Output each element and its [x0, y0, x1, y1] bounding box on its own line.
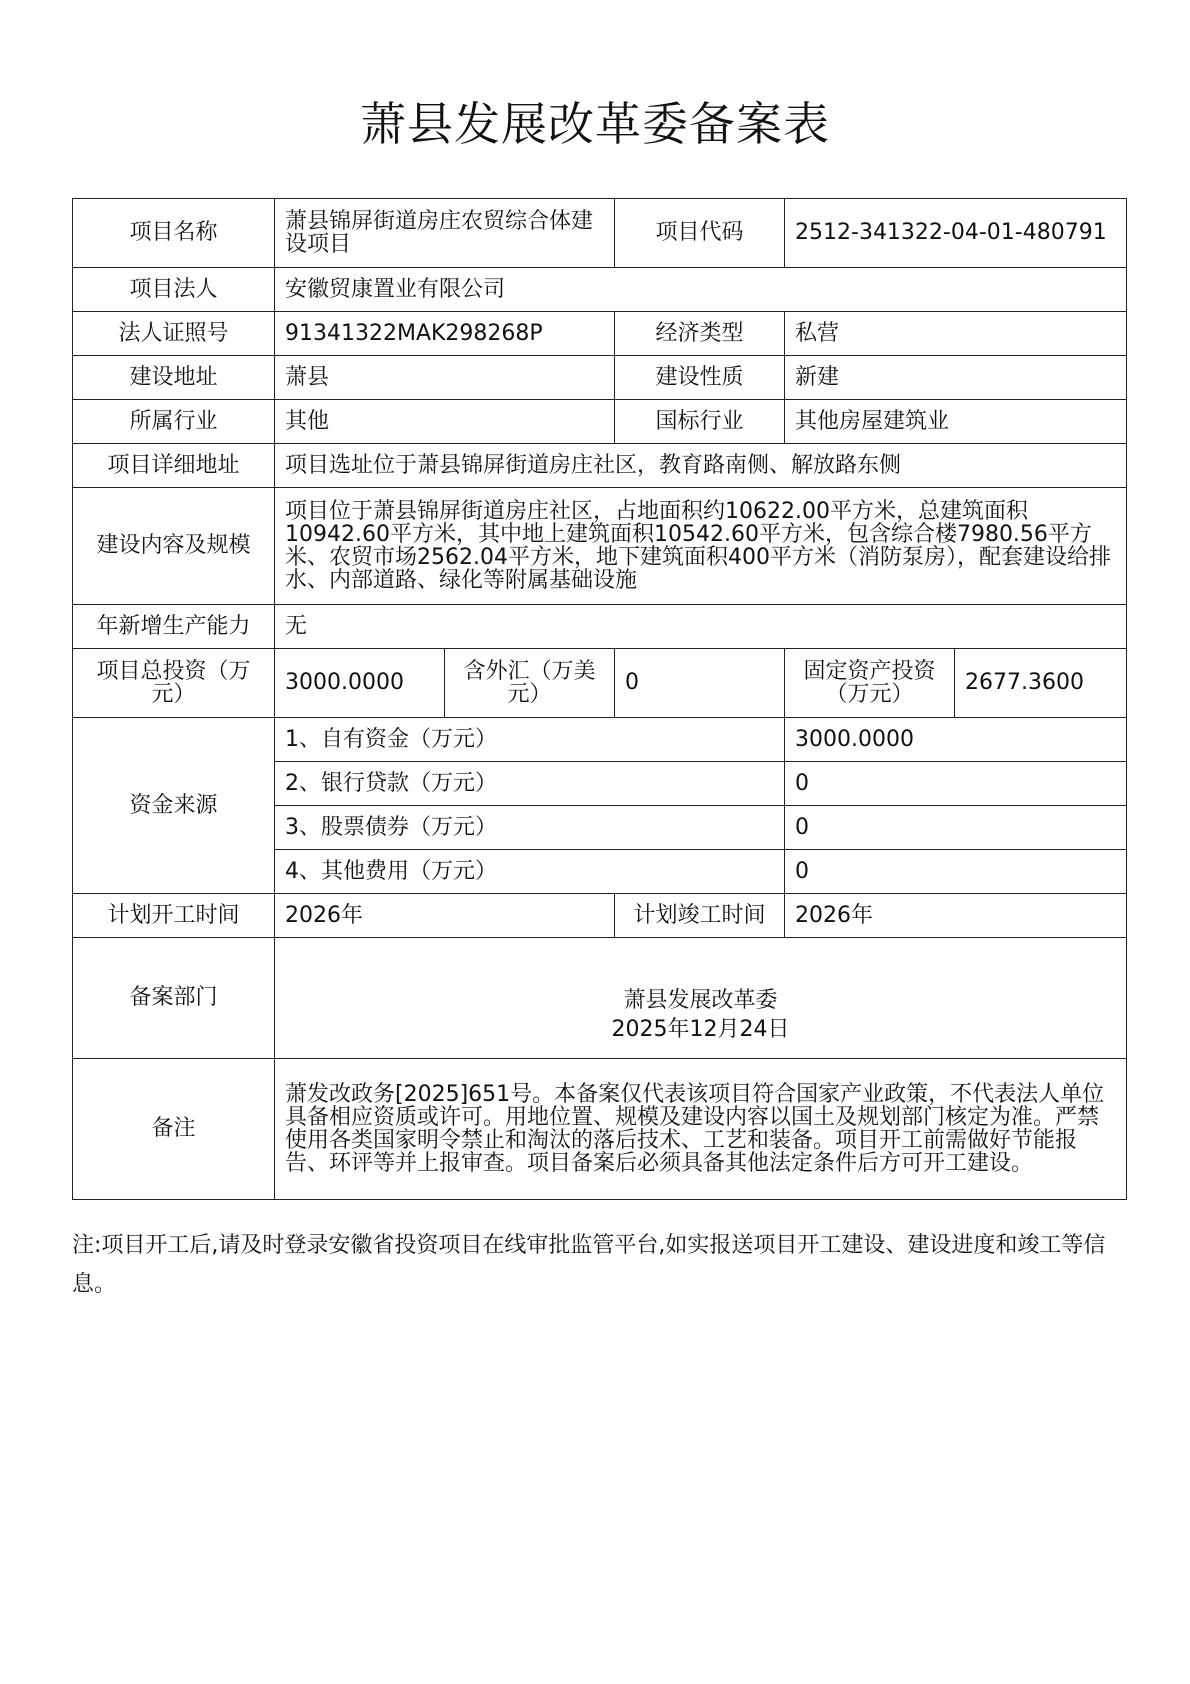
row-annual-capacity — [73, 605, 1127, 649]
funding-item-label: 4、其他费用（万元） — [275, 850, 785, 894]
funding-item-label: 1、自有资金（万元） — [275, 718, 785, 762]
value-filing-department — [275, 938, 1127, 1059]
label-foreign-exchange: 含外汇（万美元） — [445, 649, 615, 718]
filing-form-table — [72, 198, 1127, 1200]
label-remarks: 备注 — [73, 1059, 275, 1200]
value-location: 萧县 — [275, 356, 615, 400]
label-detail-address: 项目详细地址 — [73, 444, 275, 488]
page-title: 萧县发展改革委备案表 — [360, 97, 830, 151]
label-content-scale: 建设内容及规模 — [73, 488, 275, 605]
value-content-scale: 项目位于萧县锦屏街道房庄社区，占地面积约10622.00平方米，总建筑面积10942.60平方米，其中地上建筑面积10542.60平方米，包含综合楼7980.56平方米、农贸市场2562.04平方米，地下建筑面积400平方米（消防泵房），配套建设给排水、内部道路、绿化等附属基础设施 — [275, 488, 1127, 605]
value-remarks: 萧发改政务[2025]651号。本备案仅代表该项目符合国家产业政策，不代表法人单位具备相应资质或许可。用地位置、规模及建设内容以国土及规划部门核定为准。严禁使用各类国家明令禁止和淘汰的落后技术、工艺和装备。项目开工前需做好节能报告、环评等并上报审查。项目备案后必须具备其他法定条件后方可开工建设。 — [275, 1059, 1127, 1200]
value-annual-capacity: 无 — [275, 605, 1127, 649]
value-project-name: 萧县锦屏街道房庄农贸综合体建设项目 — [275, 199, 615, 268]
value-legal-person: 安徽贸康置业有限公司 — [275, 268, 1127, 312]
row-license — [73, 312, 1127, 356]
value-detail-address: 项目选址位于萧县锦屏街道房庄社区，教育路南侧、解放路东侧 — [275, 444, 1127, 488]
label-economy-type: 经济类型 — [615, 312, 785, 356]
label-total-investment: 项目总投资（万元） — [73, 649, 275, 718]
funding-item-label: 2、银行贷款（万元） — [275, 762, 785, 806]
funding-item-label: 3、股票债券（万元） — [275, 806, 785, 850]
label-filing-department: 备案部门 — [73, 938, 275, 1059]
row-project-name — [73, 199, 1127, 268]
value-planned-start: 2026年 — [275, 894, 615, 938]
value-construction-nature: 新建 — [785, 356, 1127, 400]
label-planned-start: 计划开工时间 — [73, 894, 275, 938]
label-project-name: 项目名称 — [73, 199, 275, 268]
department-date: 2025年12月24日 — [611, 1017, 790, 1042]
department-name: 萧县发展改革委 — [623, 988, 778, 1014]
funding-item-value: 3000.0000 — [785, 718, 1127, 762]
value-license-no: 91341322MAK298268P — [275, 312, 615, 356]
funding-item-value: 0 — [785, 762, 1127, 806]
value-economy-type: 私营 — [785, 312, 1127, 356]
value-foreign-exchange: 0 — [615, 649, 785, 718]
footnote: 注:项目开工后,请及时登录安徽省投资项目在线审批监管平台,如实报送项目开工建设、建设进度和竣工等信息。 — [72, 1233, 1106, 1297]
row-investment — [73, 649, 1127, 718]
department-stamp-text — [285, 951, 1116, 1044]
row-detail-address — [73, 444, 1127, 488]
row-location — [73, 356, 1127, 400]
value-project-code: 2512-341322-04-01-480791 — [785, 199, 1127, 268]
value-national-industry: 其他房屋建筑业 — [785, 400, 1127, 444]
value-total-investment: 3000.0000 — [275, 649, 445, 718]
label-legal-person: 项目法人 — [73, 268, 275, 312]
label-annual-capacity: 年新增生产能力 — [73, 605, 275, 649]
label-license-no: 法人证照号 — [73, 312, 275, 356]
value-industry: 其他 — [275, 400, 615, 444]
row-remarks — [73, 1059, 1127, 1200]
label-project-code: 项目代码 — [615, 199, 785, 268]
label-planned-completion: 计划竣工时间 — [615, 894, 785, 938]
label-fixed-assets: 固定资产投资（万元） — [785, 649, 955, 718]
row-legal-person — [73, 268, 1127, 312]
funding-item-value: 0 — [785, 806, 1127, 850]
row-industry — [73, 400, 1127, 444]
label-construction-nature: 建设性质 — [615, 356, 785, 400]
row-content-scale — [73, 488, 1127, 605]
label-national-industry: 国标行业 — [615, 400, 785, 444]
funding-item-value: 0 — [785, 850, 1127, 894]
row-filing-department — [73, 938, 1127, 1059]
funding-row — [73, 718, 1127, 762]
label-industry: 所属行业 — [73, 400, 275, 444]
value-fixed-assets: 2677.3600 — [955, 649, 1127, 718]
row-schedule — [73, 894, 1127, 938]
label-funding-sources: 资金来源 — [73, 718, 275, 894]
value-planned-completion: 2026年 — [785, 894, 1127, 938]
label-location: 建设地址 — [73, 356, 275, 400]
